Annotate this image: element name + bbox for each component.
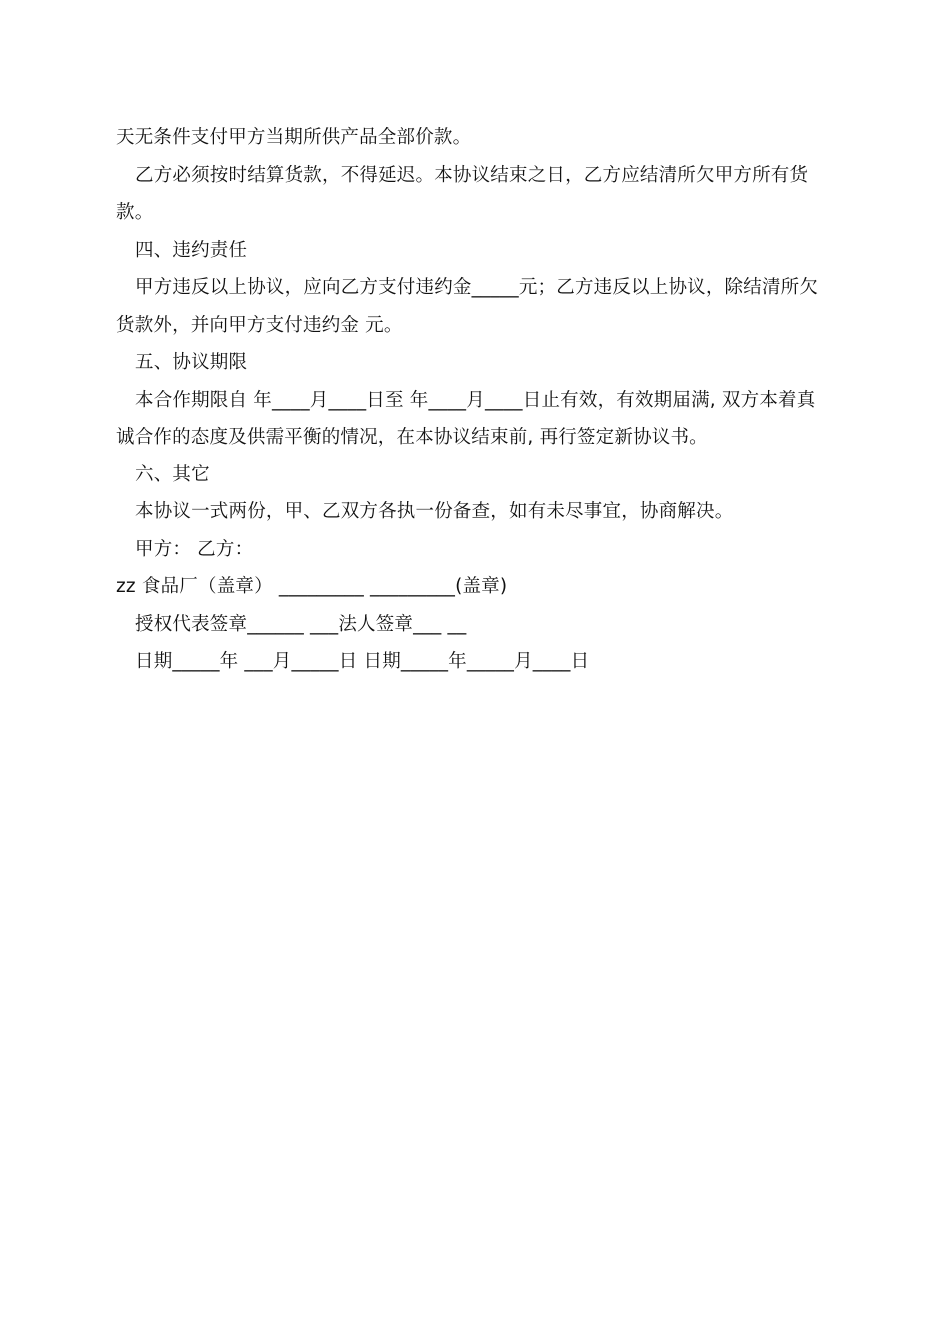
parties-label: 甲方： 乙方：	[135, 539, 254, 560]
payment-terms-continuation: 天无条件支付甲方当期所供产品全部价款。	[116, 127, 472, 148]
settlement-clause-end: 款。	[116, 202, 154, 223]
party-seal-line: zz 食品厂（盖章） _________ _________(盖章)	[116, 576, 508, 597]
term-clause-end: 诚合作的态度及供需平衡的情况，在本协议结束前, 再行签定新协议书。	[116, 427, 708, 448]
breach-clause-end: 货款外，并向甲方支付违约金 元。	[116, 315, 403, 336]
settlement-clause: 乙方必须按时结算货款，不得延迟。本协议结束之日，乙方应结清所欠甲方所有货	[135, 165, 809, 186]
date-line: 日期_____年 ___月_____日 日期_____年_____月____日	[135, 651, 590, 672]
section-heading-other: 六、其它	[135, 464, 210, 485]
other-clause: 本协议一式两份，甲、乙双方各执一份备查，如有未尽事宜，协商解决。	[135, 501, 734, 522]
breach-clause: 甲方违反以上协议，应向乙方支付违约金_____元；乙方违反以上协议，除结清所欠	[135, 277, 819, 298]
section-heading-breach: 四、违约责任	[135, 240, 248, 261]
signature-line: 授权代表签章______ ___法人签章___ __	[135, 614, 467, 635]
term-clause: 本合作期限自 年____月____日至 年____月____日止有效，有效期届满, 双方本着真	[135, 390, 816, 411]
section-heading-term: 五、协议期限	[135, 352, 248, 373]
